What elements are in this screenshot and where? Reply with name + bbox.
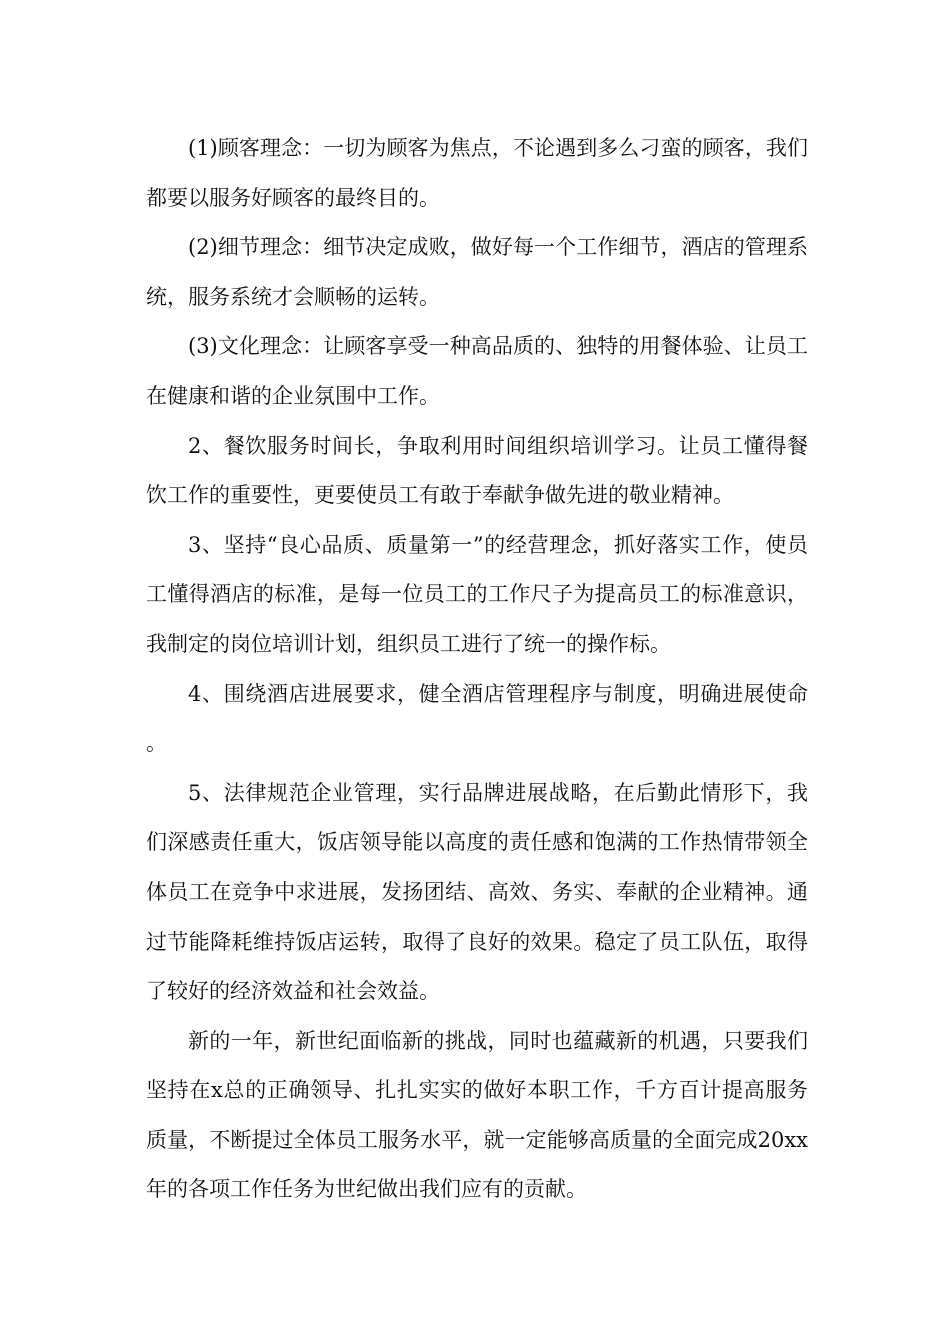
paragraph-item-2: 2、餐饮服务时间长，争取利用时间组织培训学习。让员工懂得餐饮工作的重要性，更要使员工有敢于奉献争做先进的敬业精神。 [146,433,808,508]
paragraph-item-5: 5、法律规范企业管理，实行品牌进展战略，在后勤此情形下，我们深感责任重大，饭店领导能以高度的责任感和饱满的工作热情带领全体员工在竞争中求进展，发扬团结、高效、务实、奉献的企业精神。通过节能降耗维持饭店运转，取得了良好的效果。稳定了员工队伍，取得了较好的经济效益和社会效益。 [146,780,808,1004]
document-body [146,124,808,1215]
paragraph-culture-concept: (3)文化理念：让顾客享受一种高品质的、独特的用餐体验、让员工在健康和谐的企业氛围中工作。 [146,334,808,408]
paragraph-detail-concept: (2)细节理念：细节决定成败，做好每一个工作细节，酒店的管理系统，服务系统才会顺畅的运转。 [146,235,808,309]
paragraph-new-year: 新的一年，新世纪面临新的挑战，同时也蕴藏新的机遇，只要我们坚持在x总的正确领导、扎扎实实的做好本职工作，千方百计提高服务质量，不断提过全体员工服务水平，就一定能够高质量的全面完成20xx年的各项工作任务为世纪做出我们应有的贡献。 [146,1028,808,1202]
paragraph-item-3: 3、坚持“良心品质、质量第一”的经营理念，抓好落实工作，使员工懂得酒店的标准，是每一位员工的工作尺子为提高员工的标准意识，我制定的岗位培训计划，组织员工进行了统一的操作标。 [146,532,808,656]
paragraph-item-4: 4、围绕酒店进展要求，健全酒店管理程序与制度，明确进展使命。 [146,681,808,756]
paragraph-customer-concept: (1)顾客理念：一切为顾客为焦点，不论遇到多么刁蛮的顾客，我们都要以服务好顾客的最终目的。 [146,136,808,210]
